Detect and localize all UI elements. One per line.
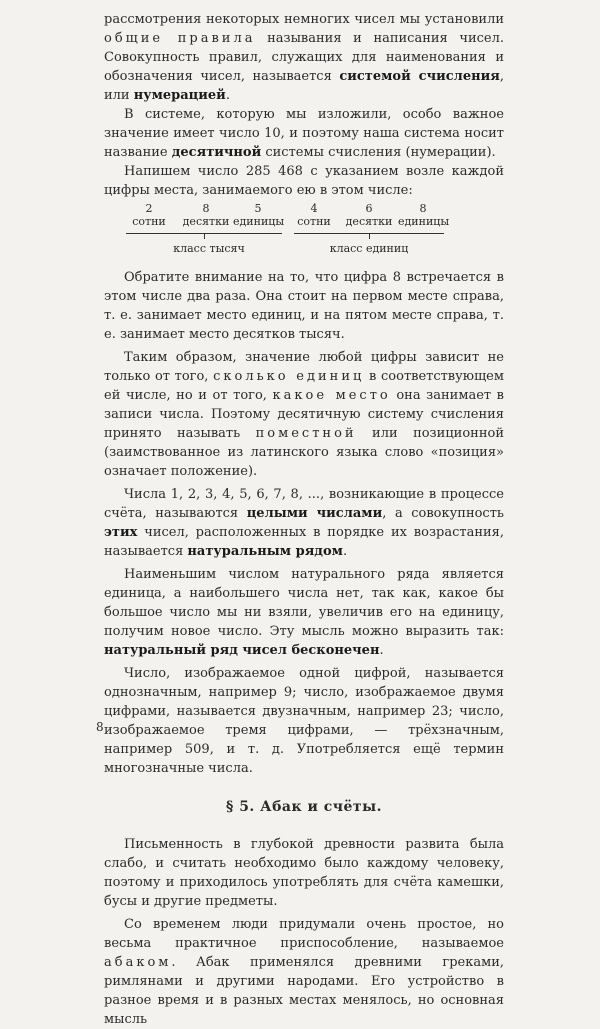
digit: 5 [254, 202, 262, 215]
paragraph-9: Письменность в глубокой древности развита была слабо, и считать необходимо было каждому человеку, поэтому и приходилось употреблять для счёта камешки, бусы и другие предметы. [104, 837, 504, 909]
digit: 6 [365, 202, 373, 215]
paragraph-4: Обратите внимание на то, что цифра 8 встречается в этом числе два раза. Она стоит на первом месте справа, т. е. занимает место единиц, и на пятом месте справа, т. е. занимает место десятков тысяч. [104, 270, 504, 342]
paragraph-7: Наименьшим числом натурального ряда является единица, а наибольшего числа нет, так как, какое бы большое число мы ни взяли, увеличив его на единицу, получим новое число. Эту мысль можно выразить так: натуральный ряд чисел бесконечен. [104, 567, 504, 658]
emphasis-spaced: какое место [272, 388, 391, 403]
place-label: десятки [182, 215, 230, 228]
body-text [104, 10, 504, 1029]
emphasis-spaced: абаком [104, 955, 172, 970]
emphasis-spaced: поместной [255, 426, 357, 441]
class-label: класс тысяч [173, 242, 245, 255]
place-label: сотни [132, 215, 166, 228]
class-brace-tip [369, 234, 370, 239]
emphasis-spaced: сколько единиц [213, 369, 365, 384]
paragraph-10: Со временем люди придумали очень простое, но весьма практичное приспособление, называемое абаком. Абак применялся древними греками, римлянами и другими народами. Его устройство в разное время и в разных местах менялось, но основная мысль [104, 917, 504, 1027]
place-label: единицы [233, 215, 285, 228]
place-label: единицы [398, 215, 450, 228]
term-bold: системой счисления [339, 69, 500, 84]
digit: 4 [310, 202, 318, 215]
page-number: 8 [96, 720, 104, 734]
paragraph-2: В системе, которую мы изложили, особо важное значение имеет число 10, и поэтому наша система носит название десятичной системы счисления (нумерации). [104, 107, 504, 160]
term-bold: целыми числами [246, 506, 383, 521]
paragraph-1: рассмотрения некоторых немногих чисел мы установили общие правила называния и написания чисел. Совокупность правил, служащих для наименования и обозначения чисел, называется системой счисления, или нумерацией. [104, 12, 504, 103]
class-label: класс единиц [329, 242, 409, 255]
term-bold: натуральный ряд чисел бесконечен [104, 643, 380, 658]
digit: 2 [145, 202, 153, 215]
paragraph-6: Числа 1, 2, 3, 4, 5, 6, 7, 8, ..., возникающие в процессе счёта, называются целыми числами, а совокупность этих чисел, расположенных в порядке их возрастания, называется натуральным рядом. [104, 487, 504, 559]
place-label: десятки [345, 215, 393, 228]
paragraph-8: Число, изображаемое одной цифрой, называется однозначным, например 9; число, изображаемое двумя цифрами, называется двузначным, например 23; число, изображаемое тремя цифрами, — трёхзначным, например 509, и т. д. Употребляется ещё термин многозначные числа. [104, 666, 504, 776]
term-bold: натуральным рядом [187, 544, 343, 559]
number-place-diagram [104, 200, 504, 268]
digit: 8 [419, 202, 427, 215]
term-bold: этих [104, 525, 138, 540]
digit: 8 [202, 202, 210, 215]
place-label: сотни [297, 215, 331, 228]
paragraph-5: Таким образом, значение любой цифры зависит не только от того, сколько единиц в соответствующем ей числе, но и от того, какое место она занимает в записи числа. Поэтому десятичную систему счисления принято называть поместной или позиционной (заимствованное из латинского языка слово «позиция» означает положение). [104, 350, 504, 479]
emphasis-spaced: общие правила [104, 31, 256, 46]
class-brace-tip [204, 234, 205, 239]
term-bold: нумерацией [133, 88, 226, 103]
term-bold: десятичной [171, 145, 262, 160]
section-heading: § 5. Абак и счёты. [226, 799, 382, 815]
paragraph-3: Напишем число 285 468 с указанием возле каждой цифры места, занимаемого ею в этом числе: [104, 164, 504, 198]
